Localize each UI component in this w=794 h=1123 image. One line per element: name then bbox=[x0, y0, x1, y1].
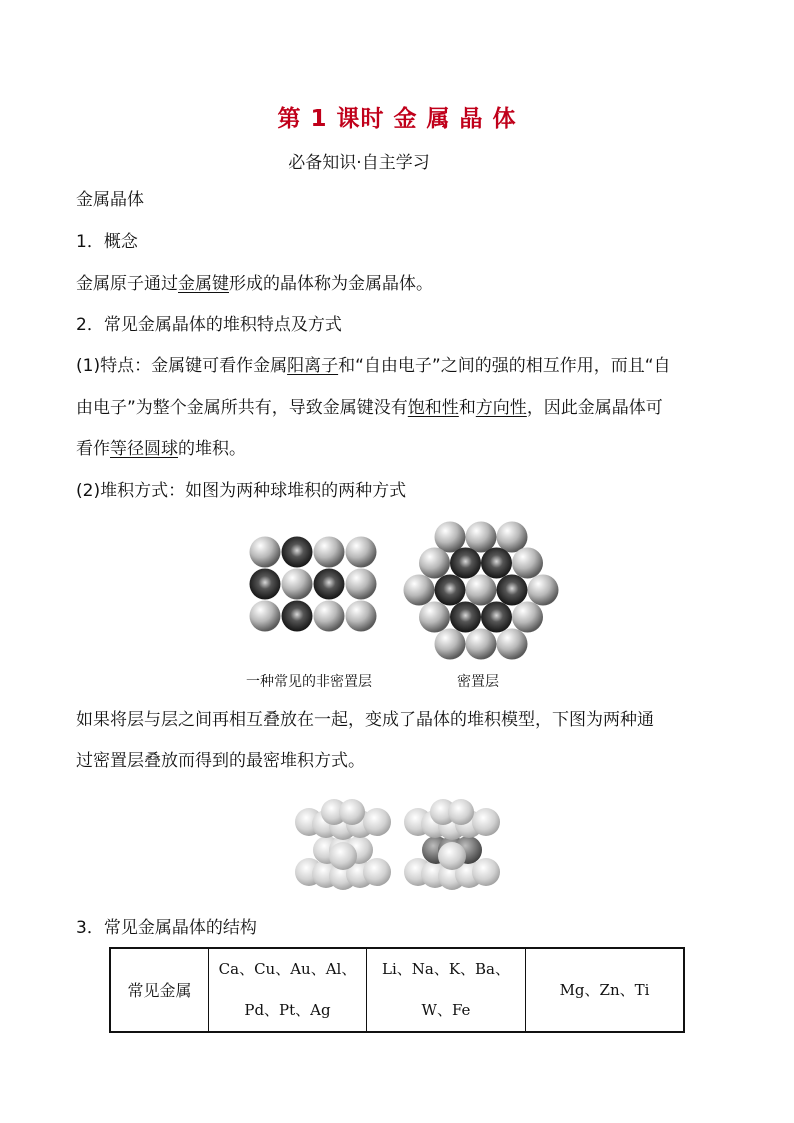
sphere bbox=[450, 602, 481, 633]
sphere bbox=[438, 842, 466, 870]
table-cell-group-3: Mg、Zn、Ti bbox=[526, 948, 685, 1032]
sphere bbox=[481, 602, 512, 633]
s2-p4: (2)堆积方式：如图为两种球堆积的两种方式 bbox=[76, 481, 407, 501]
s3-heading: 3．常见金属晶体的结构 bbox=[76, 918, 257, 938]
table-header-cell: 常见金属 bbox=[110, 948, 209, 1032]
sphere bbox=[314, 537, 345, 568]
s2-p3-underline: 等径圆球 bbox=[110, 439, 178, 459]
table-cell-line: Pd、Pt、Ag bbox=[244, 1001, 331, 1019]
section-heading: 金属晶体 bbox=[76, 190, 144, 210]
s2-p1-underline: 阳离子 bbox=[287, 356, 339, 376]
table-cell-group-2 bbox=[367, 948, 526, 1032]
s1-underline-1: 金属键 bbox=[178, 274, 229, 294]
table-cell-line: Ca、Cu、Au、Al、 bbox=[218, 960, 357, 978]
sphere bbox=[363, 808, 391, 836]
sphere bbox=[250, 569, 281, 600]
metal-structure-table bbox=[109, 947, 685, 1033]
s2-p1-b: 和“自由电子”之间的强的相互作用，而且“自 bbox=[338, 356, 671, 376]
sphere bbox=[435, 575, 466, 606]
sphere bbox=[472, 858, 500, 886]
sphere bbox=[282, 569, 313, 600]
close-packing-model-a-image bbox=[295, 799, 391, 890]
s2-p2-c: ，因此金属晶体可 bbox=[526, 398, 663, 418]
sphere bbox=[512, 602, 543, 633]
s1-text-a: 金属原子通过 bbox=[76, 274, 178, 294]
s2-p6: 过密置层叠放而得到的最密堆积方式。 bbox=[76, 751, 365, 771]
sphere bbox=[435, 522, 466, 553]
sphere bbox=[512, 548, 543, 579]
table-cell-group-1 bbox=[209, 948, 367, 1032]
non-close-packed-layer-image bbox=[250, 537, 377, 632]
sphere bbox=[346, 569, 377, 600]
sphere bbox=[363, 858, 391, 886]
sphere bbox=[497, 629, 528, 660]
sphere bbox=[419, 548, 450, 579]
s2-p1-a: (1)特点：金属键可看作金属 bbox=[76, 356, 288, 376]
sphere bbox=[346, 537, 377, 568]
sphere bbox=[466, 629, 497, 660]
sphere bbox=[250, 537, 281, 568]
sphere bbox=[497, 575, 528, 606]
s2-p2-underline-1: 饱和性 bbox=[407, 398, 459, 418]
s1-text-b: 形成的晶体称为金属晶体。 bbox=[229, 274, 433, 294]
s2-p3-a: 看作 bbox=[76, 439, 110, 459]
sphere bbox=[346, 601, 377, 632]
caption-close-packed: 密置层 bbox=[457, 674, 499, 690]
close-packed-layer-image bbox=[404, 522, 559, 660]
page-title: 第 1 课时 金 属 晶 体 bbox=[277, 106, 517, 132]
sphere bbox=[282, 537, 313, 568]
sphere bbox=[448, 799, 474, 825]
sphere bbox=[528, 575, 559, 606]
sphere bbox=[314, 569, 345, 600]
sphere bbox=[329, 842, 357, 870]
table-cell-line: W、Fe bbox=[421, 1001, 471, 1019]
close-packing-model-b-image bbox=[404, 799, 500, 890]
sphere bbox=[282, 601, 313, 632]
sphere bbox=[250, 601, 281, 632]
sphere bbox=[481, 548, 512, 579]
sphere bbox=[466, 575, 497, 606]
sphere bbox=[450, 548, 481, 579]
sphere bbox=[314, 601, 345, 632]
s1-heading: 1．概念 bbox=[76, 232, 138, 252]
caption-non-close-packed: 一种常见的非密置层 bbox=[246, 674, 372, 690]
s2-p3-b: 的堆积。 bbox=[178, 439, 246, 459]
s2-p2-underline-2: 方向性 bbox=[475, 398, 527, 418]
s2-p2-b: 和 bbox=[458, 398, 476, 418]
sphere bbox=[419, 602, 450, 633]
sphere bbox=[466, 522, 497, 553]
sphere bbox=[497, 522, 528, 553]
page-subtitle: 必备知识·自主学习 bbox=[288, 153, 430, 173]
s2-p2-a: 由电子”为整个金属所共有，导致金属键没有 bbox=[76, 398, 408, 418]
s2-p5: 如果将层与层之间再相互叠放在一起，变成了晶体的堆积模型，下图为两种通 bbox=[76, 710, 654, 730]
sphere bbox=[435, 629, 466, 660]
sphere bbox=[404, 575, 435, 606]
s2-heading: 2．常见金属晶体的堆积特点及方式 bbox=[76, 315, 342, 335]
sphere bbox=[339, 799, 365, 825]
sphere bbox=[472, 808, 500, 836]
table-row bbox=[110, 948, 684, 1032]
table-cell-line: Li、Na、K、Ba、 bbox=[382, 960, 510, 978]
